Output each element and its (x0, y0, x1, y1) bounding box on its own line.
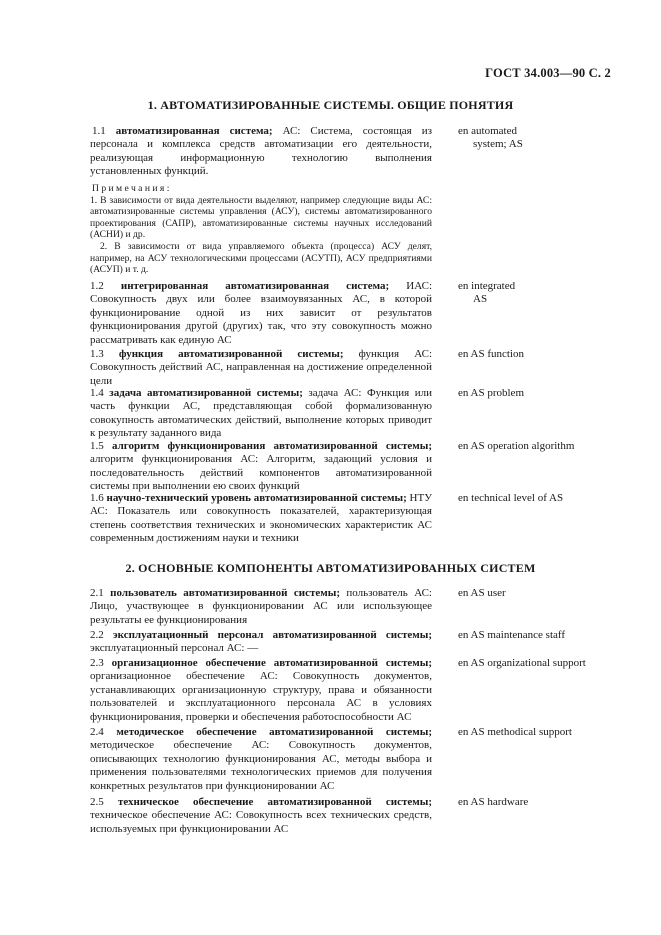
entry-term: функция автоматизированной системы; (118, 348, 344, 360)
en-equivalent-1-4: en AS problem (458, 387, 524, 399)
section-1-title: 1. АВТОМАТИЗИРОВАННЫЕ СИСТЕМЫ. ОБЩИЕ ПОНЯТИЯ (147, 98, 514, 112)
entry-number: 2.4 (90, 726, 104, 738)
entry-number: 2.2 (90, 629, 104, 641)
entry-number: 1.3 (90, 348, 104, 360)
entry-definition: функция АС: Совокупность действий АС, направленная на достижение определенной цели (90, 348, 432, 387)
en-equivalent-2-2: en AS maintenance staff (458, 629, 566, 641)
entry-term: интегрированная автоматизированная система; (120, 280, 390, 292)
entry-term: пользователь автоматизированной системы; (110, 587, 340, 599)
entry-term: эксплуатационный персонал автоматизированной системы; (112, 629, 432, 641)
entry-term: научно-технический уровень автоматизированной системы; (106, 492, 407, 504)
notes-block (90, 183, 432, 276)
entry-definition: алгоритм функционирования АС: Алгоритм, задающий условия и последовательность действий компонентов автоматизированной системы при выполнении ею своих функций (90, 453, 432, 493)
entry-term: методическое обеспечение автоматизированной системы; (116, 726, 432, 738)
entry-number: 1.4 (90, 387, 104, 399)
en-term: en automated (458, 125, 517, 137)
entry-1-6 (90, 492, 432, 546)
entry-definition: эксплуатационный персонал АС: — (90, 642, 259, 655)
entry-number: 1.2 (90, 280, 104, 292)
en-equivalent-1-3: en AS function (458, 348, 524, 360)
en-equivalent-2-4: en AS methodical support (458, 726, 572, 738)
en-term-continued: system; AS (473, 138, 523, 151)
entry-definition: методическое обеспечение АС: Совокупность документов, описывающих технологию функционирования АС, методы выбора и применения пользователями технологических приемов для получения конкретных результатов при функционировании АС (90, 739, 432, 792)
section-2-title: 2. ОСНОВНЫЕ КОМПОНЕНТЫ АВТОМАТИЗИРОВАННЫХ СИСТЕМ (125, 561, 536, 575)
en-equivalent-2-1: en AS user (458, 587, 506, 599)
en-equivalent-2-3: en AS organizational support (458, 657, 586, 669)
page-header: ГОСТ 34.003—90 С. 2 (485, 66, 611, 80)
entry-definition: АС: Система, состоящая из персонала и комплекса средств автоматизации его деятельности, реализующая информационную технологию выполнения установленных функций. (90, 125, 432, 178)
note-1: 1. В зависимости от вида деятельности выделяют, например следующие виды АС: автоматизированные системы управления (АСУ), системы автоматизированного проектирования (САПР), автоматизированные системы научных исследований (АСНИ) и др. (90, 194, 432, 241)
entry-definition: организационное обеспечение АС: Совокупность документов, устанавливающих организационную структуру, права и обязанности пользователей и эксплуатационного персонала АС в условиях функционирования, проверки и обеспечения работоспособности АС (90, 670, 432, 723)
entry-1-3 (90, 348, 432, 388)
entry-term: алгоритм функционирования автоматизированной системы; (111, 440, 432, 452)
entry-term: автоматизированная система; (115, 125, 273, 137)
en-equivalent-2-5: en AS hardware (458, 796, 529, 808)
entry-2-1 (90, 587, 432, 627)
entry-term: техническое обеспечение автоматизированной системы; (117, 796, 433, 808)
entry-definition: техническое обеспечение АС: Совокупность всех технических средств, используемых при функционировании АС (90, 809, 432, 835)
en-equivalent-1-2 (458, 280, 638, 307)
entry-definition: задача АС: Функция или часть функции АС, представляющая собой формализованную совокупность автоматических действий, выполнение которых приводит к результату заданного вида (90, 387, 432, 440)
entry-2-4 (90, 726, 432, 793)
entry-term: организационное обеспечение автоматизированной системы; (111, 657, 432, 669)
entry-definition: ИАС: Совокупность двух или более взаимоувязанных АС, в которой функционирование одной из них зависит от результатов функционирования другой (других) так, что эту совокупность можно рассматривать как единую АС (90, 280, 433, 346)
entry-number: 1.1 (92, 125, 106, 137)
entry-1-2 (90, 280, 432, 347)
entry-1-5 (90, 440, 432, 494)
en-equivalent-1-6: en technical level of AS (458, 492, 564, 504)
entry-number: 1.5 (90, 440, 104, 452)
entry-1-1 (90, 125, 432, 179)
entry-number: 2.5 (90, 796, 104, 808)
entry-number: 2.3 (90, 657, 104, 669)
en-term: en integrated (458, 280, 516, 292)
entry-definition: пользователь АС: Лицо, участвующее в функционировании АС или использующее результаты ее функционирования (90, 587, 432, 626)
entry-number: 2.1 (90, 587, 104, 599)
entry-number: 1.6 (90, 492, 104, 504)
en-equivalent-1-5: en AS operation algorithm (458, 440, 575, 452)
entry-definition: НТУ АС: Показатель или совокупность показателей, характеризующая степень соответствия технических и экономических характеристик АС современным достижениям науки и техники (90, 492, 433, 545)
note-2: 2. В зависимости от вида управляемого объекта (процесса) АСУ делят, например, на АСУ технологическими процессами (АСУТП), АСУ предприятиями (АСУП) и т. д. (90, 240, 432, 276)
en-term-continued: AS (473, 293, 488, 306)
notes-heading: Примечания: (92, 183, 172, 194)
entry-2-2 (90, 629, 432, 656)
entry-2-3 (90, 657, 432, 724)
entry-2-5 (90, 796, 432, 836)
en-equivalent-1-1 (458, 125, 638, 152)
entry-1-4 (90, 387, 432, 441)
entry-term: задача автоматизированной системы; (109, 387, 303, 399)
